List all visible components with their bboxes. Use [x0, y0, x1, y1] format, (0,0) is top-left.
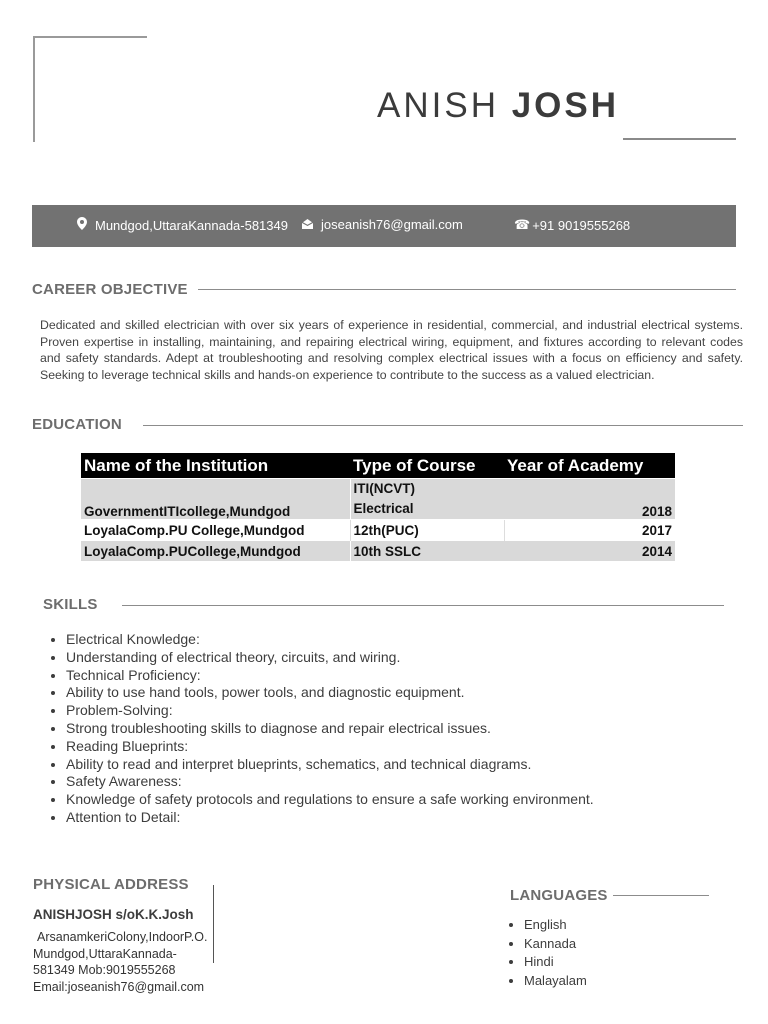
list-item: • Kannada — [524, 935, 587, 954]
address-line: ArsanamkeriColony,IndoorP.O. — [37, 930, 208, 944]
skills-list — [48, 631, 594, 827]
institution-cell: GovernmentITIcollege,Mundgod — [81, 479, 350, 520]
email-link[interactable]: joseanish76@gmail.com — [321, 217, 463, 232]
phone-text: +91 9019555268 — [532, 217, 631, 233]
contact-location — [77, 217, 288, 233]
career-objective-rule — [198, 289, 736, 290]
table-header-row — [81, 453, 675, 479]
contact-email[interactable] — [302, 217, 463, 232]
list-item: • Ability to read and interpret blueprints, schematics, and technical diagrams. — [66, 756, 594, 774]
corner-decoration-vertical — [33, 36, 35, 142]
education-table-wrapper — [81, 453, 675, 561]
languages-rule — [613, 895, 709, 896]
address-block — [33, 929, 218, 995]
list-item: • Hindi — [524, 953, 587, 972]
list-item: • Safety Awareness: — [66, 773, 594, 791]
skills-rule — [122, 605, 724, 606]
education-table — [81, 453, 675, 561]
year-cell: 2017 — [504, 520, 675, 541]
list-item: • Knowledge of safety protocols and regulations to ensure a safe working environment. — [66, 791, 594, 809]
table-row — [81, 541, 675, 562]
institution-cell: LoyalaComp.PUCollege,Mundgod — [81, 541, 350, 562]
col-header-course: Type of Course — [350, 453, 504, 479]
phone-icon: ☎ — [514, 217, 531, 232]
skills-heading: SKILLS — [43, 596, 98, 613]
list-item: • Strong troubleshooting skills to diagnose and repair electrical issues. — [66, 720, 594, 738]
last-name: JOSH — [511, 86, 620, 125]
first-name: ANISH — [377, 86, 499, 125]
list-item: • Technical Proficiency: — [66, 667, 594, 685]
career-objective-heading: CAREER OBJECTIVE — [32, 281, 188, 298]
year-cell: 2018 — [504, 479, 675, 520]
map-pin-icon — [77, 217, 87, 233]
career-objective-text: Dedicated and skilled electrician with over six years of experience in residential, commercial, and industrial electrical systems. Proven expertise in installing, maintaining, and repairing electrical wiring, equipment, and fixtures according to relevant codes and safety standards. Adept at troubleshooting and resolving complex electrical issues with a focus on efficiency and safety. Seeking to leverage technical skills and hands-on experience to contribute to the success as a valued electrician. — [40, 318, 743, 382]
name-underline — [623, 138, 736, 140]
contact-phone — [514, 217, 630, 233]
address-name: ANISHJOSH s/oK.K.Josh — [33, 907, 194, 922]
course-cell: 12th(PUC) — [350, 520, 504, 541]
list-item: • Problem-Solving: — [66, 702, 594, 720]
candidate-name — [377, 86, 619, 126]
year-cell: 2014 — [504, 541, 675, 562]
course-line-1: ITI(NCVT) — [353, 481, 415, 496]
address-line: Mundgod,UttaraKannada- — [33, 946, 177, 961]
table-row — [81, 479, 675, 520]
envelope-icon — [302, 217, 313, 232]
education-rule — [143, 425, 743, 426]
table-row — [81, 520, 675, 541]
languages-heading: LANGUAGES — [510, 887, 608, 904]
col-header-year: Year of Academy — [504, 453, 675, 479]
list-item: • Ability to use hand tools, power tools, and diagnostic equipment. — [66, 684, 594, 702]
institution-cell: LoyalaComp.PU College,Mundgod — [81, 520, 350, 541]
list-item: • Malayalam — [524, 972, 587, 991]
list-item: • Electrical Knowledge: — [66, 631, 594, 649]
list-item: • English — [524, 916, 587, 935]
languages-list — [510, 916, 587, 990]
location-text: Mundgod,UttaraKannada-581349 — [95, 217, 288, 233]
list-item: • Understanding of electrical theory, circuits, and wiring. — [66, 649, 594, 667]
education-heading: EDUCATION — [32, 416, 122, 433]
physical-address-heading: PHYSICAL ADDRESS — [33, 876, 189, 893]
course-cell: 10th SSLC — [350, 541, 504, 562]
address-line: Email:joseanish76@gmail.com — [33, 979, 205, 994]
contact-bar — [32, 205, 736, 247]
course-line-2: Electrical — [353, 501, 414, 516]
list-item: • Attention to Detail: — [66, 809, 594, 827]
list-item: • Reading Blueprints: — [66, 738, 594, 756]
corner-decoration-horizontal — [33, 36, 147, 38]
col-header-institution: Name of the Institution — [81, 453, 350, 479]
course-cell — [350, 479, 504, 520]
address-line: 581349 Mob:9019555268 — [33, 963, 176, 977]
